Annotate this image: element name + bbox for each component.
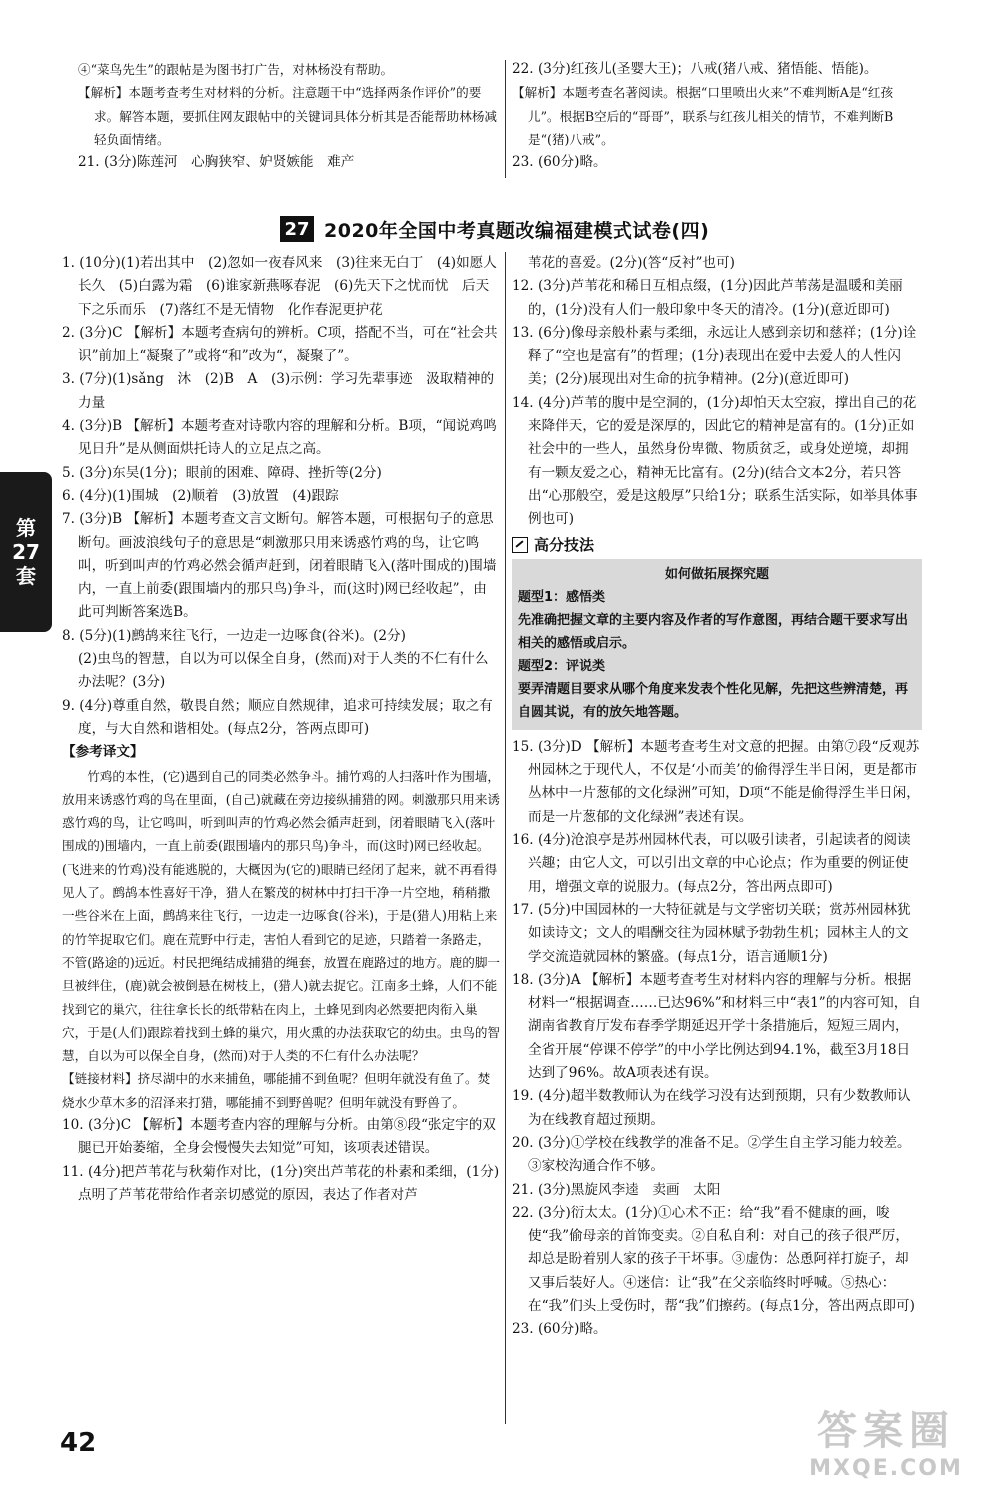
watermark-text: 答案圈 xyxy=(817,1408,955,1454)
column-divider xyxy=(505,60,506,178)
answer-item: 1. (10分)(1)若出其中 (2)忽如一夜春风来 (3)往来无白丁 (4)如愿人长久 (5)白露为霜 (6)谁家新燕啄春泥 (6)先天下之忧而忧 后天下之乐而乐 (7)落红不是无情物 化作春泥更护花 xyxy=(62,255,497,318)
answer-item: 20. (3分)①学校在线教学的准备不足。②学生自主学习能力较差。③家校沟通合作不够。 xyxy=(512,1134,911,1175)
answer-item: 9. (4分)尊重自然，敬畏自然；顺应自然规律，追求可持续发展；取之有度，与大自然和谐相处。(每点2分，答两点即可) xyxy=(62,697,493,737)
answer-item: 23. (60分)略。 xyxy=(512,154,607,171)
side-tab-text: 27 xyxy=(12,540,40,564)
linked-material: 【链接材料】挤尽湖中的水来捕鱼，哪能捕不到鱼呢？但明年就没有鱼了。焚烧水少草木多的沼泽来打猎，哪能捕不到野兽呢？但明年就没有野兽了。 xyxy=(62,1071,491,1110)
tips-box-title: 如何做拓展探究题 xyxy=(664,566,769,582)
tips-box xyxy=(512,559,922,730)
answer-item: 21. (3分)陈莲河 心胸狭窄、妒贤嫉能 难产 xyxy=(78,154,355,171)
set-number-badge: 27 xyxy=(280,216,314,242)
tips-title: 高分技法 xyxy=(534,535,595,554)
answer-item: 22. (3分)红孩儿(圣婴大王)；八戒(猪八戒、猪悟能、悟能)。 xyxy=(512,61,878,77)
column-divider xyxy=(505,252,506,1424)
top-left-column xyxy=(78,58,498,174)
answer-item: 6. (4分)(1)围城 (2)顺着 (3)放置 (4)跟踪 xyxy=(62,487,339,504)
side-tab-text: 套 xyxy=(16,564,36,588)
answer-item: 19. (4分)超半数教师认为在线学习没有达到预期，只有少数教师认为在线教育超过预期。 xyxy=(512,1088,911,1128)
answer-item: 22. (3分)衍太太。(1分)①心术不正：给“我”看不健康的画，唆使“我”偷母亲的首饰变卖。②自私自利：对自己的孩子很严厉，却总是盼着别人家的孩子干坏事。③虚伪：怂恿阿祥打旋子，却又事后装好人。④迷信：让“我”在父亲临终时呼喊。⑤热心：在“我”们头上受伤时，帮“我”们擦药。(每点1分，答出两点即可) xyxy=(512,1204,915,1314)
answer-item: 8. (5分)(1)鹧鸪来往飞行，一边走一边啄食(谷米)。(2分) xyxy=(62,627,406,644)
tips-type-body: 要弄清题目要求从哪个角度来发表个性化见解，先把这些辨清楚，再自圆其说，有的放矢地答题。 xyxy=(518,681,909,720)
answer-item: ④“菜鸟先生”的跟帖是为图书打广告，对林杨没有帮助。 xyxy=(78,62,394,77)
tips-type-body: 先准确把握文章的主要内容及作者的写作意图，再结合题干要求写出相关的感悟或启示。 xyxy=(518,612,909,651)
answer-item: 15. (3分)D 【解析】本题考查考生对文意的把握。由第⑦段“反观苏州园林之于现代人，不仅是‘小而美’的偷得浮生半日闲，更是都市丛林中一片葱郁的文化绿洲”可知，D项“不能是偷得浮生半日闲，而是一片葱郁的文化绿洲”表述有误。 xyxy=(512,738,920,825)
analysis-note: 【解析】本题考查考生对材料的分析。注意题干中“选择两条作评价”的要求。解答本题，要抓住网友跟帖中的关键词具体分析其是否能帮助林杨减轻负面情绪。 xyxy=(78,85,497,147)
answer-item: (2)虫鸟的智慧，自以为可以保全自身，(然而)对于人类的不仁有什么办法呢？(3分) xyxy=(78,651,489,691)
reference-translation: 竹鸡的本性，(它)遇到自己的同类必然争斗。捕竹鸡的人扫落叶作为围墙，放用来诱惑竹鸡的鸟在里面，(自己)就藏在旁边接纵捕猎的网。刺激那只用来诱惑竹鸡的鸟，让它鸣叫，听到叫声的竹鸡必然会循声赶到，闭着眼睛飞入(落叶围成的)围墙内，一直上前委(跟围墙内的那只鸟)争斗，而(这时)网已经收起。(飞进来的竹鸡)没有能逃脱的，大概因为(它的)眼睛已经闭了起来，就不再看得见人了。鹧鸪本性喜好干净，猎人在繁茂的树林中打扫干净一片空地，稍稍撒一些谷米在上面，鹧鸪来往飞行，一边走一边啄食(谷米)，于是(猎人)用粘上来的竹竿捉取它们。鹿在荒野中行走，害怕人看到它的足迹，只踏着一条路走，不管(路途的)远近。村民把绳结成捕猎的绳套，放置在鹿路过的地方。鹿的脚一旦被绊住，(鹿)就会被倒悬在树枝上，(猎人)就去捉它。江南多土蜂，人们不能找到它的巢穴，往往拿长长的纸带粘在肉上，土蜂见到肉必然要把肉衔入巢穴，于是(人们)跟踪着找到土蜂的巢穴，用火熏的办法获取它的幼虫。虫鸟的智慧，自以为可以保全自身，(然而)对于人类的不仁有什么办法呢？ xyxy=(62,768,501,1064)
answer-item: 13. (6分)像母亲般朴素与柔细，永远让人感到亲切和慈祥；(1分)诠释了“空也是富有”的哲理；(1分)表现出在爱中去爱人的人性闪美；(2分)展现出对生命的抗争精神。(2分)(意近即可) xyxy=(512,324,917,388)
answer-item: 4. (3分)B 【解析】本题考查对诗歌内容的理解和分析。B项，“闻说鸡鸣见日升”是从侧面烘托诗人的立足点之高。 xyxy=(62,418,497,458)
answer-item: 16. (4分)沧浪亭是苏州园林代表，可以吸引读者，引起读者的阅读兴趣；由它人文，可以引出文章的中心论点；作为重要的例证使用，增强文章的说服力。(每点2分，答出两点即可) xyxy=(512,832,911,895)
answer-item: 10. (3分)C 【解析】本题考查内容的理解与分析。由第⑧段“张定宇的双腿已开始萎缩，全身会慢慢失去知觉”可知，该项表述错误。 xyxy=(62,1116,496,1157)
answer-item: 17. (5分)中国园林的一大特征就是与文学密切关联；赏苏州园林犹如读诗文；文人的唱酬交往为园林赋予勃勃生机；园林主人的文学交流造就园林的繁盛。(每点1分，语言通顺1分) xyxy=(512,901,911,965)
answer-item: 2. (3分)C 【解析】本题考查病句的辨析。C项，搭配不当，可在“社会共识”前加上“凝聚了”或将“和”改为“，凝聚了”。 xyxy=(62,324,498,365)
answer-item: 12. (3分)芦苇花和稀日互相点缀，(1分)因此芦苇荡是温暖和美丽的，(1分)没有人们一般印象中冬天的清冷。(1分)(意近即可) xyxy=(512,278,903,318)
section-title xyxy=(280,214,740,244)
section-title-text: 2020年全国中考真题改编福建模式试卷(四) xyxy=(324,219,710,242)
answer-item: 14. (4分)芦苇的腹中是空洞的，(1分)却怕天太空寂，撑出自己的花来降伴天，它的爱是深厚的，因此它的精神是富有的。(1分)正如社会中的一些人，虽然身份卑微、物质贫乏，或身处逆境，却拥有一颗友爱之心，精神无比富有。(2分)(结合文本2分，若只答出“心那般空，爱是这般厚”只给1分；联系生活实际，如举具体事例也可) xyxy=(512,394,918,528)
analysis-note: 【解析】本题考查名著阅读。根据“口里喷出火来”不难判断A是“红孩儿”。根据B空后的“哥哥”，联系与红孩儿相关的情节，不难判断B是“(猪)八戒”。 xyxy=(512,85,894,147)
answer-item: 11. (4分)把芦苇花与秋菊作对比，(1分)突出芦苇花的朴素和柔细，(1分)点明了芦苇花带给作者亲切感觉的原因，表达了作者对芦 xyxy=(62,1163,500,1203)
answer-item: 23. (60分)略。 xyxy=(512,1321,607,1338)
answer-item: 5. (3分)东吴(1分)；眼前的困难、障碍、挫折等(2分) xyxy=(62,464,382,481)
watermark-url: MXQE.COM xyxy=(809,1456,963,1481)
answer-item: 21. (3分)黑旋风李逵 卖画 太阳 xyxy=(512,1181,721,1198)
pen-icon xyxy=(512,537,528,553)
answer-item: 7. (3分)B 【解析】本题考查文言文断句。解答本题，可根据句子的意思断句。画波浪线句子的意思是“刺激那只用来诱惑竹鸡的鸟，让它鸣叫，听到叫声的竹鸡必然会循声赶到，闭着眼睛飞入(落叶围成的)围墙内，一直上前委(跟围墙内的那只鸟)争斗，而(这时)网已经收起”，由此可判断答案选B。 xyxy=(62,511,497,621)
tips-header xyxy=(512,534,922,557)
tips-type: 题型1：感悟类 xyxy=(518,589,606,605)
top-right-column xyxy=(512,58,922,174)
side-tab-text: 第 xyxy=(16,516,36,540)
side-tab xyxy=(0,472,52,632)
page-number: 42 xyxy=(60,1428,97,1458)
answer-item: 苇花的喜爱。(2分)(答“反衬”也可) xyxy=(528,255,735,271)
answer-item: 3. (7分)(1)sǎng 沐 (2)B A (3)示例：学习先辈事迹 汲取精神的力量 xyxy=(62,371,495,411)
main-left-column xyxy=(62,252,500,1207)
watermark-logo xyxy=(786,1407,986,1493)
tips-type: 题型2：评说类 xyxy=(518,658,606,674)
main-right-column xyxy=(512,252,922,1342)
reference-translation-heading: 【参考译文】 xyxy=(62,744,144,761)
answer-item: 18. (3分)A 【解析】本题考查考生对材料内容的理解与分析。根据材料一“根据调查……已达96%”和材料三中“表1”的内容可知，自湖南省教育厅发布春季学期延迟开学十条措施后，短短三周内，全省开展“停课不停学”的中小学比例达到94.1%，截至3月18日达到了96%。故A项表述有误。 xyxy=(512,971,921,1082)
